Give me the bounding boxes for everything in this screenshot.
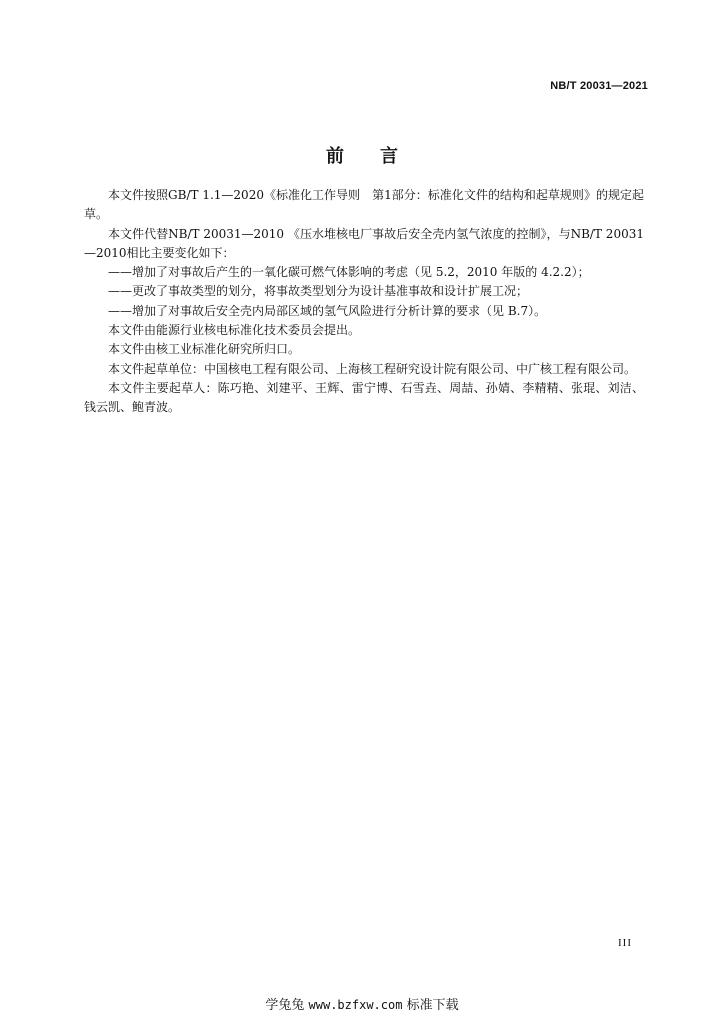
paragraph-drafters: 本文件主要起草人：陈巧艳、刘建平、王辉、雷宁博、石雪垚、周喆、孙婧、李精精、张琨、刘洁、钱云凯、鲍青波。 — [84, 380, 644, 415]
footer-site-name: 学兔兔 — [265, 998, 305, 1013]
change-item: ——更改了事故类型的划分，将事故类型划分为设计基准事故和设计扩展工况； — [108, 284, 529, 299]
footer-watermark — [0, 994, 724, 1013]
footer-tagline: 标准下载 — [406, 998, 459, 1013]
standard-number: NB/T 20031—2021 — [550, 80, 648, 92]
paragraph-centralized-by: 本文件由核工业标准化研究所归口。 — [108, 342, 301, 357]
footer-url[interactable]: www.bzfxw.com — [308, 998, 403, 1012]
paragraph-proposed-by: 本文件由能源行业核电标准化技术委员会提出。 — [108, 323, 361, 338]
change-item: ——增加了对事故后产生的一氧化碳可燃气体影响的考虑（见 5.2，2010 年版的 4.2.2）； — [108, 265, 590, 280]
paragraph-drafting-units: 本文件起草单位：中国核电工程有限公司、上海核工程研究设计院有限公司、中广核工程有限公司。 — [108, 361, 637, 376]
paragraph-replaces: 本文件代替NB/T 20031—2010 《压水堆核电厂事故后安全壳内氢气浓度的控制》，与NB/T 20031—2010相比主要变化如下： — [84, 226, 644, 260]
paragraph-drafting-rules: 本文件按照GB/T 1.1—2020《标准化工作导则 第1部分：标准化文件的结构和起草规则》的规定起草。 — [84, 188, 644, 222]
foreword-body — [84, 186, 644, 418]
page-number: III — [618, 937, 632, 949]
page-title: 前言 — [326, 146, 434, 167]
change-item: ——增加了对事故后安全壳内局部区域的氢气风险进行分析计算的要求（见 B.7）。 — [108, 303, 547, 318]
